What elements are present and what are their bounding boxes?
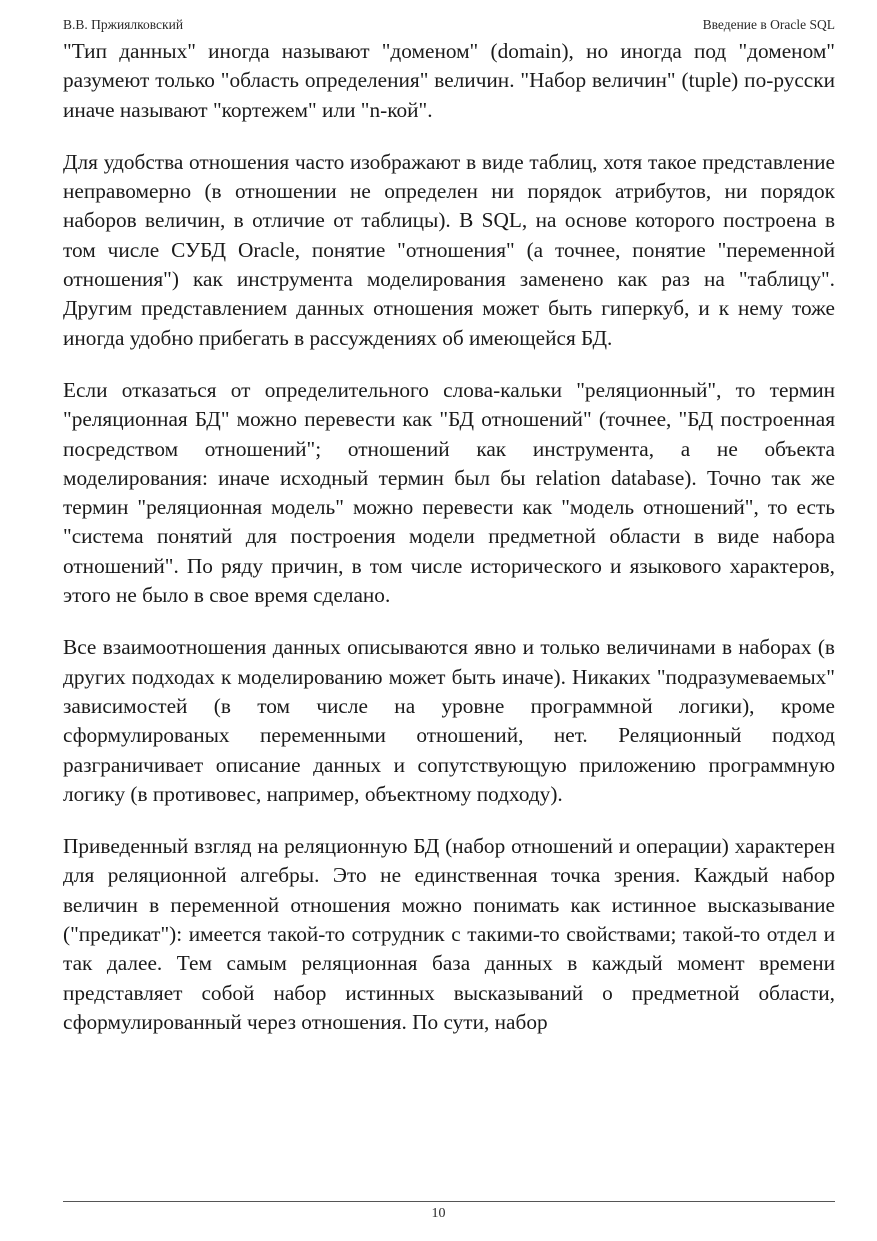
page-header [63, 15, 835, 35]
paragraph-4: Все взаимоотношения данных описываются явно и только величинами в наборах (в других подходах к моделированию может быть иначе). Никаких "подразумеваемых" зависимостей (в том числе на уровне программной логики), кроме сформулированых переменными отношений, нет. Реляционный подход разграничивает описание данных и сопутствующую приложению программную логику (в противовес, например, объектному подходу). [63, 635, 835, 806]
paragraph-2: Для удобства отношения часто изображают в виде таблиц, хотя такое представление неправомерно (в отношении не определен ни порядок атрибутов, ни порядок наборов величин, в отличие от таблицы). В SQL, на основе которого построена в том числе СУБД Oracle, понятие "отношения" (а точнее, понятие "переменной отношения") как инструмента моделирования заменено как раз на "таблицу". Другим представлением данных отношения может быть гиперкуб, и к нему тоже иногда удобно прибегать в рассуждениях об имеющейся БД. [63, 149, 835, 350]
paragraph-5: Приведенный взгляд на реляционную БД (набор отношений и операции) характерен для реляционной алгебры. Это не единственная точка зрения. Каждый набор величин в переменной отношения можно понимать как истинное высказывание ("предикат"): имеется такой-то сотрудник с такими-то свойствами; такой-то отдел и так далее. Тем самым реляционная база данных в каждый момент времени представляет собой набор истинных высказываний о предметной области, сформулированный через отношения. По сути, набор [63, 834, 835, 1034]
page-number: 10 [431, 1206, 446, 1221]
document-body [63, 37, 835, 1037]
header-author: В.В. Пржиялковский [63, 17, 184, 32]
header-title: Введение в Oracle SQL [702, 17, 835, 32]
paragraph-1: "Тип данных" иногда называют "доменом" (domain), но иногда под "доменом" разумеют только "область определения" величин. "Набор величин" (tuple) по-русски иначе называют "кортежем" или "n-кой". [63, 39, 835, 122]
footer-divider [63, 1201, 835, 1202]
paragraph-3: Если отказаться от определительного слова-кальки "реляционный", то термин "реляционная БД" можно перевести как "БД отношений" (точнее, "БД построенная посредством отношений"; отношений как инструмента, а не объекта моделирования: иначе исходный термин был бы relation database). Точно так же термин "реляционная модель" можно перевести как "модель отношений", то есть "система понятий для построения модели предметной области в виде набора отношений". По ряду причин, в том числе исторического и языкового характеров, этого не было в свое время сделано. [63, 377, 835, 608]
